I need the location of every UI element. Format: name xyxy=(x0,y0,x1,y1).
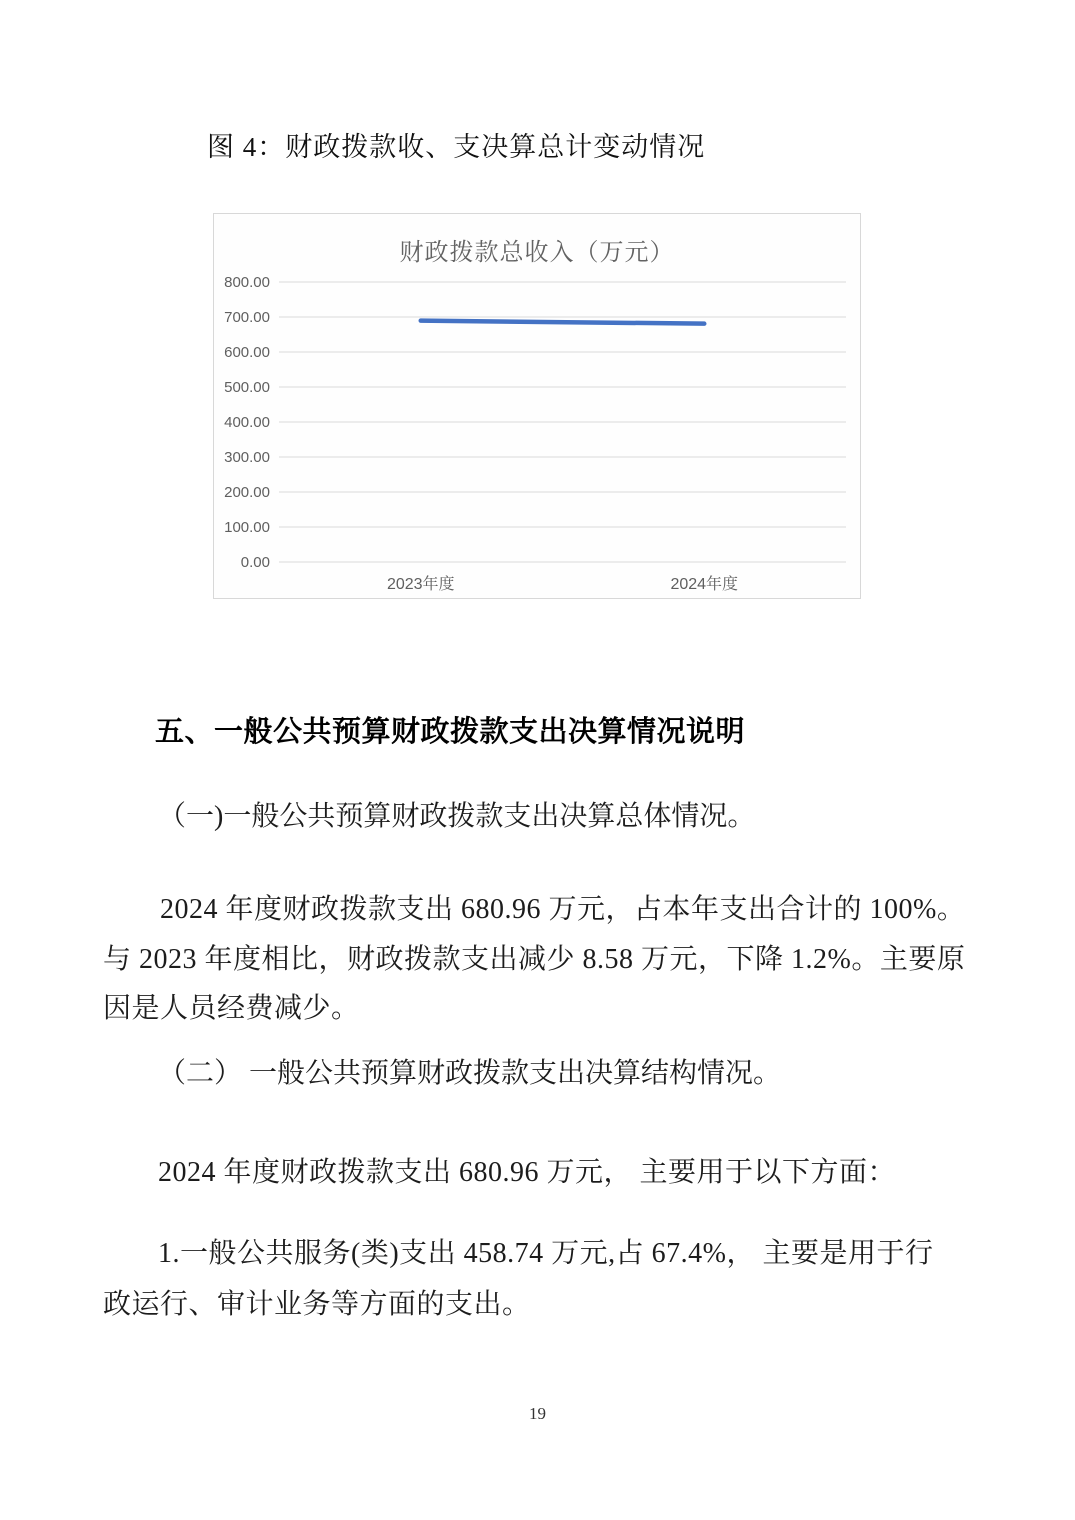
x-axis-label: 2023年度 xyxy=(386,576,455,593)
y-axis-tick: 700.00 xyxy=(224,309,270,326)
y-axis-tick: 600.00 xyxy=(224,344,270,361)
section-heading: 五、一般公共预算财政拨款支出决算情况说明 xyxy=(155,716,746,748)
x-axis-label: 2024年度 xyxy=(670,576,739,593)
paragraph-line: 2024 年度财政拨款支出 680.96 万元，占本年支出合计的 100%。 xyxy=(160,894,966,925)
y-axis-tick: 300.00 xyxy=(224,449,270,466)
page-number: 19 xyxy=(529,1404,546,1423)
paragraph-line: 2024 年度财政拨款支出 680.96 万元， 主要用于以下方面： xyxy=(158,1157,897,1188)
paragraph-line: 1.一般公共服务(类)支出 458.74 万元,占 67.4%， 主要是用于行 xyxy=(158,1238,934,1269)
y-axis-tick: 0.00 xyxy=(240,554,270,571)
figure-caption: 图 4：财政拨款收、支决算总计变动情况 xyxy=(207,132,706,162)
chart-plot-area xyxy=(214,214,862,600)
y-axis-tick: 500.00 xyxy=(224,379,270,396)
y-axis-tick: 200.00 xyxy=(224,484,270,501)
subsection-heading-1: （一)一般公共预算财政拨款支出决算总体情况。 xyxy=(158,801,756,832)
income-line-chart xyxy=(213,213,861,599)
subsection-heading-2: （二） 一般公共预算财政拨款支出决算结构情况。 xyxy=(158,1058,782,1089)
y-axis-tick: 100.00 xyxy=(224,519,270,536)
paragraph-line: 与 2023 年度相比，财政拨款支出减少 8.58 万元，下降 1.2%。主要原 xyxy=(103,944,966,975)
paragraph-line: 政运行、审计业务等方面的支出。 xyxy=(103,1289,531,1320)
chart-title: 财政拨款总收入（万元） xyxy=(399,239,675,266)
paragraph-line: 因是人员经费减少。 xyxy=(103,993,360,1024)
y-axis-tick: 400.00 xyxy=(224,414,270,431)
y-axis-tick: 800.00 xyxy=(224,274,270,291)
series-line xyxy=(421,321,705,324)
